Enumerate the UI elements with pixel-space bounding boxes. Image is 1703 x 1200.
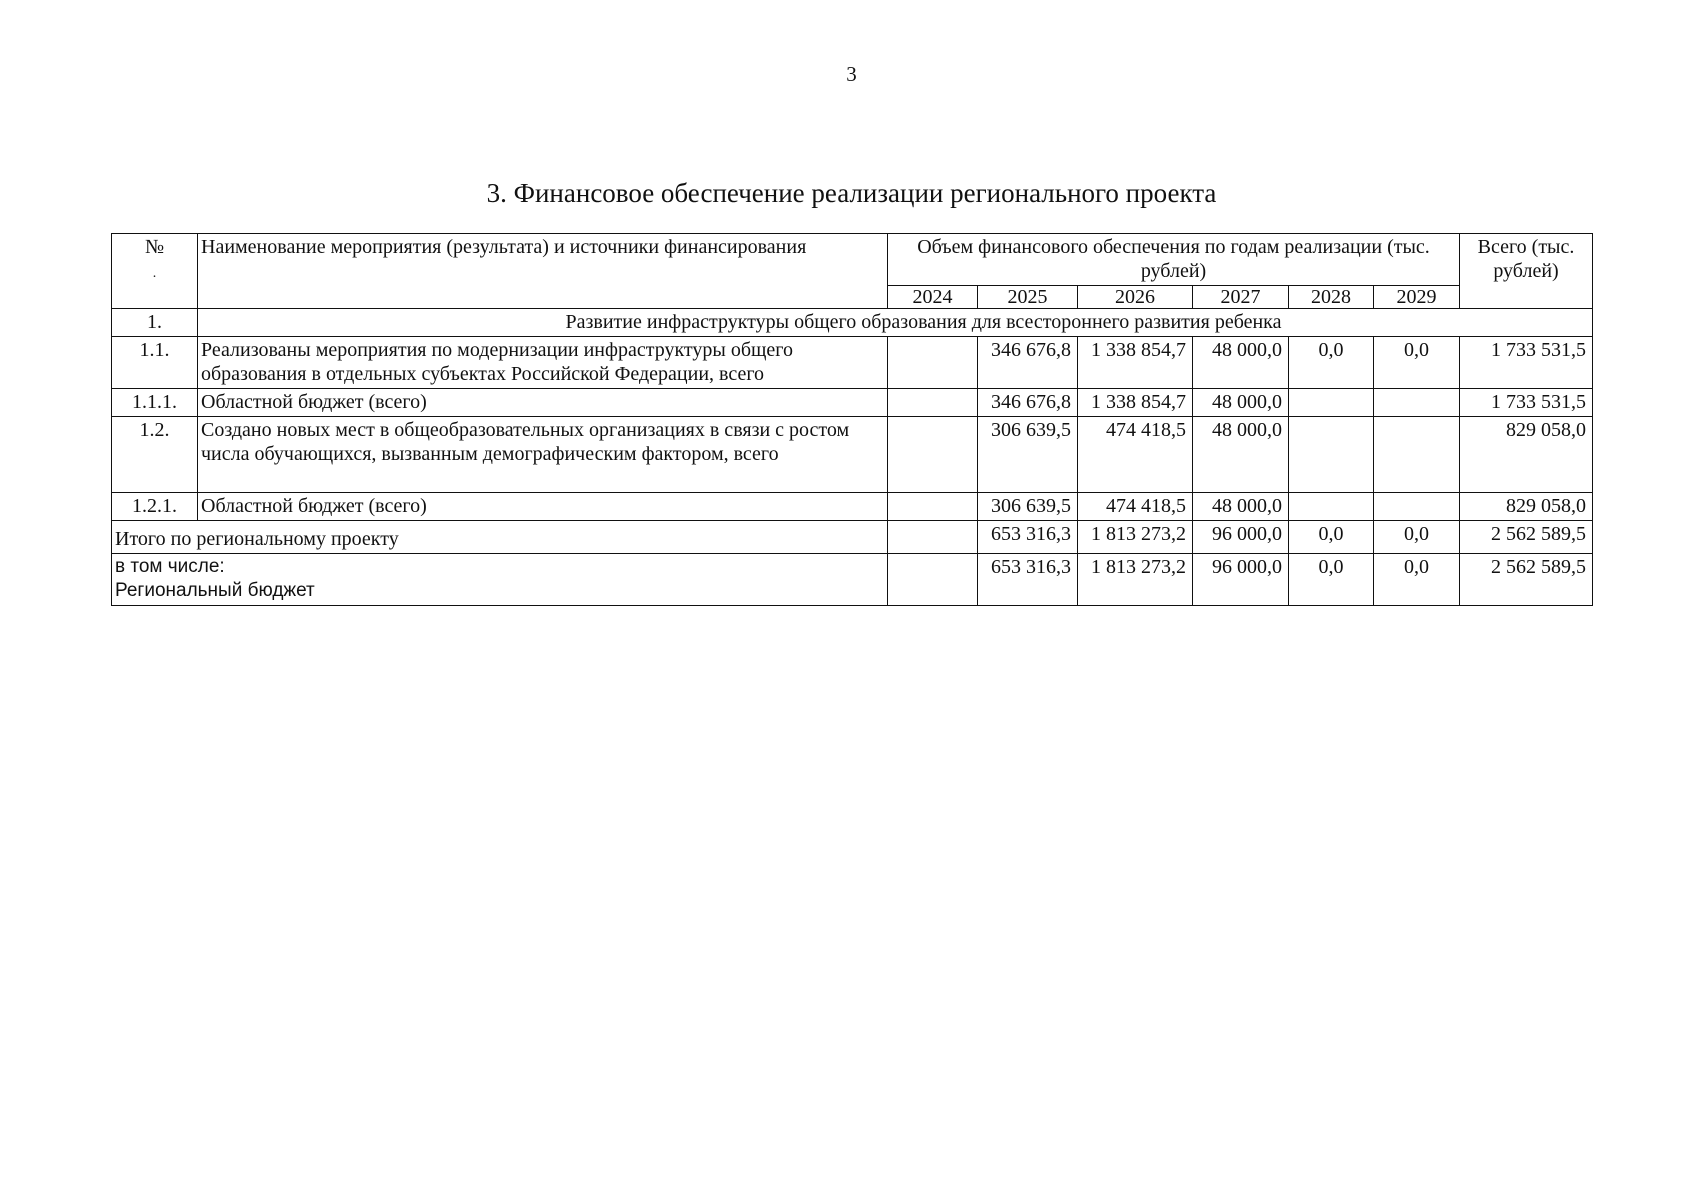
cell-2024: [888, 493, 978, 521]
row-name: Областной бюджет (всего): [198, 389, 888, 417]
total-row: [112, 521, 1593, 554]
cell-2027: 48 000,0: [1193, 417, 1289, 493]
total-2027: 96 000,0: [1193, 521, 1289, 554]
header-year-2028: 2028: [1289, 286, 1374, 309]
cell-2028: [1289, 417, 1374, 493]
header-year-2026: 2026: [1078, 286, 1193, 309]
section-title-cell: Развитие инфраструктуры общего образования для всестороннего развития ребенка: [198, 309, 1593, 337]
section-title: 3. Финансовое обеспечение реализации регионального проекта: [486, 178, 1217, 208]
total-2028: 0,0: [1289, 521, 1374, 554]
total-2024: [888, 521, 978, 554]
total-2029: 0,0: [1374, 521, 1460, 554]
cell-total: 829 058,0: [1460, 493, 1593, 521]
cell-2029: [1374, 389, 1460, 417]
cell-total: 1 733 531,5: [1460, 389, 1593, 417]
total-2026: 1 813 273,2: [1078, 521, 1193, 554]
cell-2028: [1289, 389, 1374, 417]
cell-2024: [888, 389, 978, 417]
table-row: [112, 493, 1593, 521]
header-total: Всего (тыс. рублей): [1460, 234, 1593, 309]
row-no: 1.1.1.: [112, 389, 198, 417]
cell-2026: 1 338 854,7: [1078, 337, 1193, 389]
header-name: Наименование мероприятия (результата) и источники финансирования: [198, 234, 888, 309]
cell-2028: 0,0: [1289, 337, 1374, 389]
including-2029: 0,0: [1374, 554, 1460, 606]
row-name: Создано новых мест в общеобразовательных организациях в связи с ростом числа обучающихся, вызванным демографическим фактором, всего: [198, 417, 888, 493]
including-2028: 0,0: [1289, 554, 1374, 606]
header-row: [112, 234, 1593, 286]
header-no-label: №: [144, 236, 165, 258]
including-row: [112, 554, 1593, 606]
table-row: [112, 337, 1593, 389]
cell-2024: [888, 417, 978, 493]
row-no: 1.2.: [112, 417, 198, 493]
cell-2026: 474 418,5: [1078, 493, 1193, 521]
row-name: Реализованы мероприятия по модернизации инфраструктуры общего образования в отдельных субъектах Российской Федерации, всего: [198, 337, 888, 389]
row-no: 1.1.: [112, 337, 198, 389]
total-sum: 2 562 589,5: [1460, 521, 1593, 554]
financing-table: [111, 233, 1593, 606]
cell-2025: 346 676,8: [978, 337, 1078, 389]
including-total: 2 562 589,5: [1460, 554, 1593, 606]
including-label-line2: Региональный бюджет: [115, 580, 315, 601]
header-year-2029: 2029: [1374, 286, 1460, 309]
header-volume: Объем финансового обеспечения по годам реализации (тыс. рублей): [888, 234, 1460, 286]
cell-total: 829 058,0: [1460, 417, 1593, 493]
cell-2027: 48 000,0: [1193, 493, 1289, 521]
including-2026: 1 813 273,2: [1078, 554, 1193, 606]
header-no: [112, 234, 198, 309]
cell-2028: [1289, 493, 1374, 521]
header-no-dot: .: [152, 266, 157, 281]
including-label-line1: в том числе:: [115, 556, 225, 577]
section-no: 1.: [112, 309, 198, 337]
cell-2025: 306 639,5: [978, 493, 1078, 521]
section-row: [112, 309, 1593, 337]
row-no: 1.2.1.: [112, 493, 198, 521]
including-2025: 653 316,3: [978, 554, 1078, 606]
including-2024: [888, 554, 978, 606]
table-row: [112, 389, 1593, 417]
total-2025: 653 316,3: [978, 521, 1078, 554]
header-year-2027: 2027: [1193, 286, 1289, 309]
cell-2027: 48 000,0: [1193, 337, 1289, 389]
including-label: [112, 554, 888, 606]
including-2027: 96 000,0: [1193, 554, 1289, 606]
page-number: 3: [846, 62, 857, 86]
cell-2029: 0,0: [1374, 337, 1460, 389]
header-year-2025: 2025: [978, 286, 1078, 309]
cell-total: 1 733 531,5: [1460, 337, 1593, 389]
header-year-2024: 2024: [888, 286, 978, 309]
table-row: [112, 417, 1593, 493]
row-name: Областной бюджет (всего): [198, 493, 888, 521]
cell-2026: 1 338 854,7: [1078, 389, 1193, 417]
cell-2024: [888, 337, 978, 389]
cell-2025: 306 639,5: [978, 417, 1078, 493]
cell-2029: [1374, 417, 1460, 493]
cell-2027: 48 000,0: [1193, 389, 1289, 417]
cell-2026: 474 418,5: [1078, 417, 1193, 493]
cell-2029: [1374, 493, 1460, 521]
total-label: Итого по региональному проекту: [112, 521, 888, 554]
cell-2025: 346 676,8: [978, 389, 1078, 417]
